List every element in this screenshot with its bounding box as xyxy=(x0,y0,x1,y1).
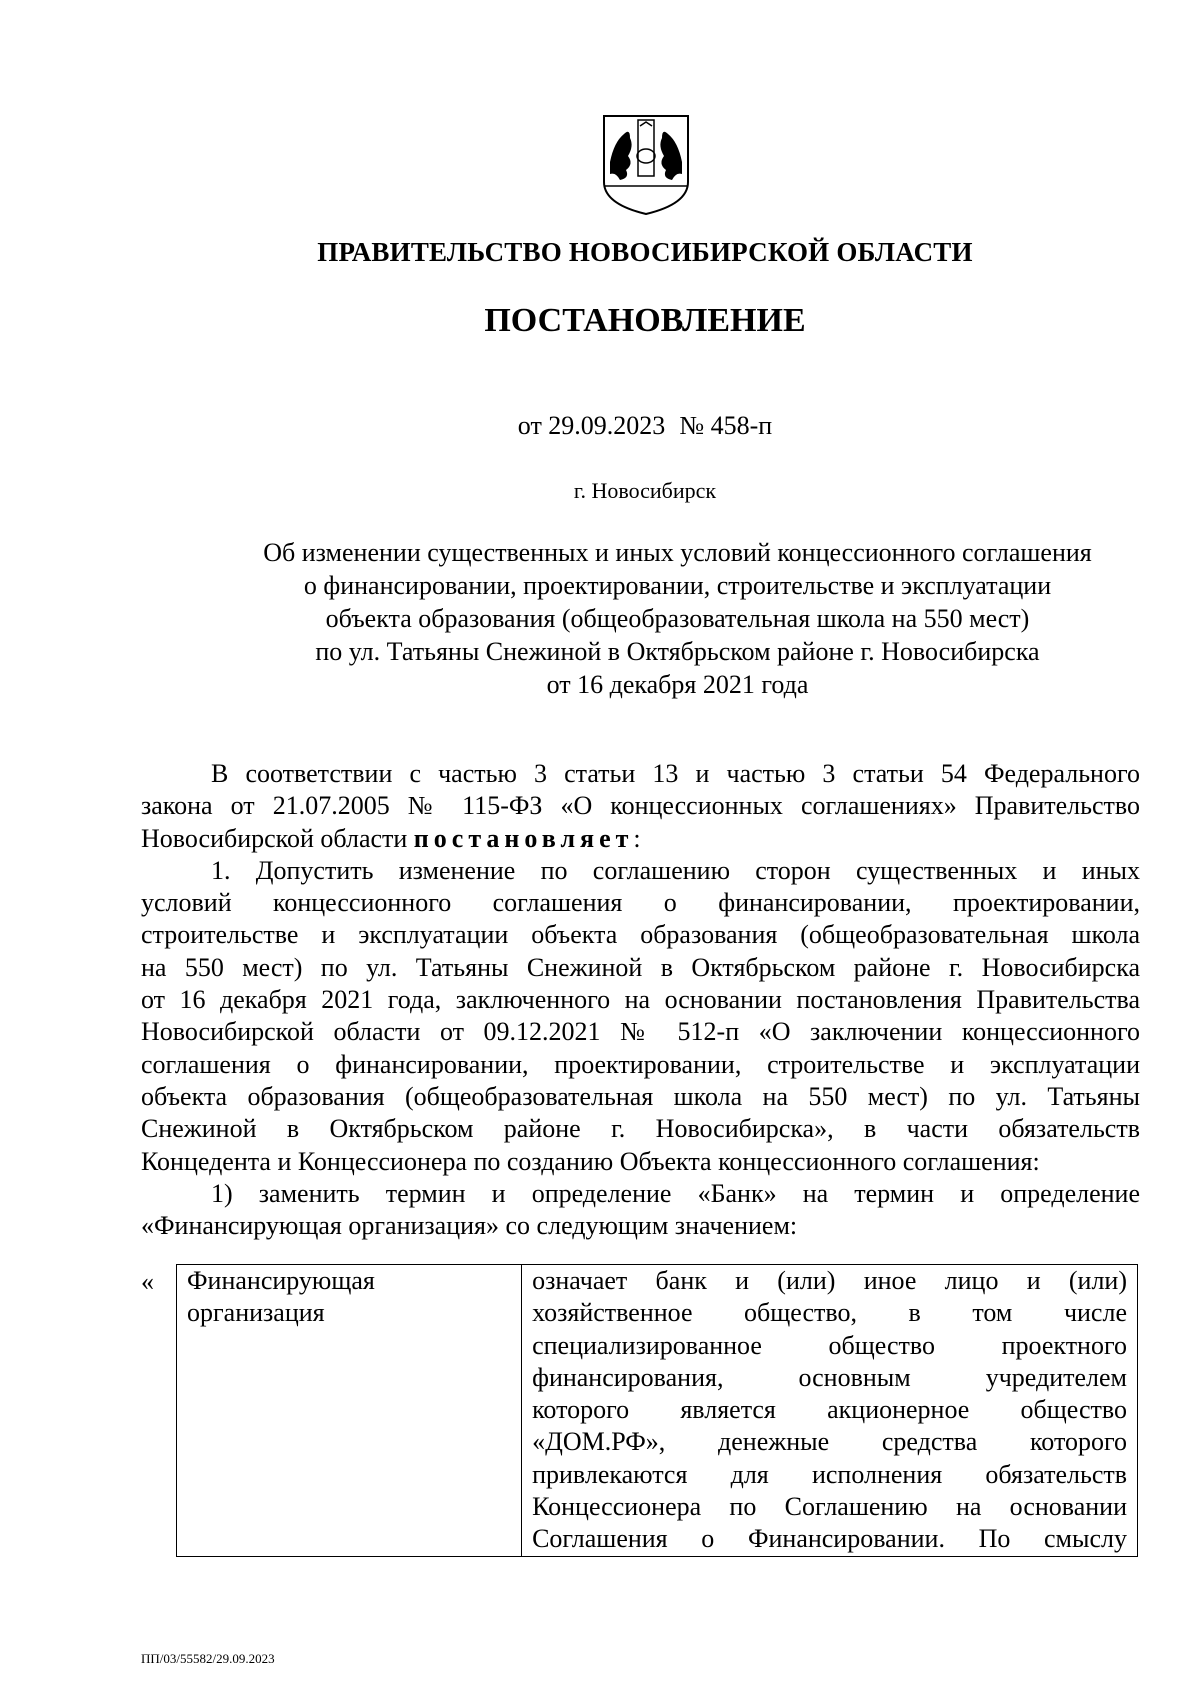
preamble-end: Новосибирской области xyxy=(141,823,414,853)
decree-word: постановляет xyxy=(413,823,634,853)
document-subject xyxy=(215,536,1140,701)
subitem-line: 1) заменить термин и определение «Банк» на термин и определение xyxy=(211,1178,1140,1208)
table-row xyxy=(177,1265,1138,1557)
definition-line: Соглашения о Финансировании. По смыслу xyxy=(532,1524,1127,1554)
item-line: Новосибирской области от 09.12.2021 № 512-п «О заключении концессионного xyxy=(141,1017,1140,1047)
item-line: строительстве и эксплуатации объекта образования (общеобразовательная школа xyxy=(141,920,1140,950)
decree-colon: : xyxy=(633,823,641,853)
date-number-line xyxy=(0,411,1200,441)
definition-line: которого является акционерное общество xyxy=(532,1395,1127,1425)
definition-line: означает банк и (или) иное лицо и (или) xyxy=(532,1266,1127,1295)
definition-table xyxy=(176,1264,1138,1557)
term-line: организация xyxy=(187,1298,325,1328)
coat-of-arms-icon xyxy=(600,112,692,216)
item-line: условий концессионного соглашения о финансировании, проектировании, xyxy=(141,888,1140,918)
subject-line: Об изменении существенных и иных условий концессионного соглашения xyxy=(263,538,1092,567)
definition-line: Концессионера по Соглашению на основании xyxy=(532,1492,1127,1522)
open-quote: « xyxy=(141,1267,154,1296)
definition-cell xyxy=(522,1265,1138,1557)
definition-line: «ДОМ.РФ», денежные средства которого xyxy=(532,1427,1127,1457)
body-line: В соответствии с частью 3 статьи 13 и частью 3 статьи 54 Федерального xyxy=(211,759,1140,788)
organization-name: ПРАВИТЕЛЬСТВО НОВОСИБИРСКОЙ ОБЛАСТИ xyxy=(317,237,973,267)
term-line: Финансирующая xyxy=(187,1266,375,1295)
definition-line: специализированное общество проектного xyxy=(532,1330,1127,1360)
body-line xyxy=(141,823,1140,855)
document-body xyxy=(141,758,1140,1242)
definition-line: хозяйственное общество, в том числе xyxy=(532,1298,1127,1328)
definition-line: привлекаются для исполнения обязательств xyxy=(532,1459,1127,1489)
item-line: объекта образования (общеобразовательная школа на 550 мест) по ул. Татьяны xyxy=(141,1081,1140,1111)
item-line: 1. Допустить изменение по соглашению сторон существенных и иных xyxy=(211,855,1140,885)
document-date: от 29.09.2023 xyxy=(517,411,666,440)
subject-line: объекта образования (общеобразовательная школа на 550 мест) xyxy=(325,604,1030,633)
document-type: ПОСТАНОВЛЕНИЕ xyxy=(484,302,806,339)
term-cell xyxy=(177,1265,522,1557)
item-line: Концедента и Концессионера по созданию Объекта концессионного соглашения: xyxy=(141,1146,1040,1176)
item-line: от 16 декабря 2021 года, заключенного на основании постановления Правительства xyxy=(141,985,1140,1015)
document-code: ПП/03/55582/29.09.2023 xyxy=(141,1651,275,1666)
subject-line: от 16 декабря 2021 года xyxy=(546,670,809,699)
item-line: Снежиной в Октябрьском районе г. Новосибирска», в части обязательств xyxy=(141,1114,1140,1144)
item-line: на 550 мест) по ул. Татьяны Снежиной в Октябрьском районе г. Новосибирска xyxy=(141,952,1140,982)
document-number: № 458-п xyxy=(679,411,773,440)
subject-line: по ул. Татьяны Снежиной в Октябрьском районе г. Новосибирска xyxy=(315,637,1040,666)
subject-line: о финансировании, проектировании, строительстве и эксплуатации xyxy=(303,571,1052,600)
item-line: соглашения о финансировании, проектировании, строительстве и эксплуатации xyxy=(141,1049,1140,1079)
definition-line: финансирования, основным учредителем xyxy=(532,1362,1127,1392)
document-city: г. Новосибирск xyxy=(573,478,717,503)
subitem-line: «Финансирующая организация» со следующим значением: xyxy=(141,1211,798,1241)
body-line: закона от 21.07.2005 № 115-ФЗ «О концессионных соглашениях» Правительство xyxy=(141,791,1140,821)
